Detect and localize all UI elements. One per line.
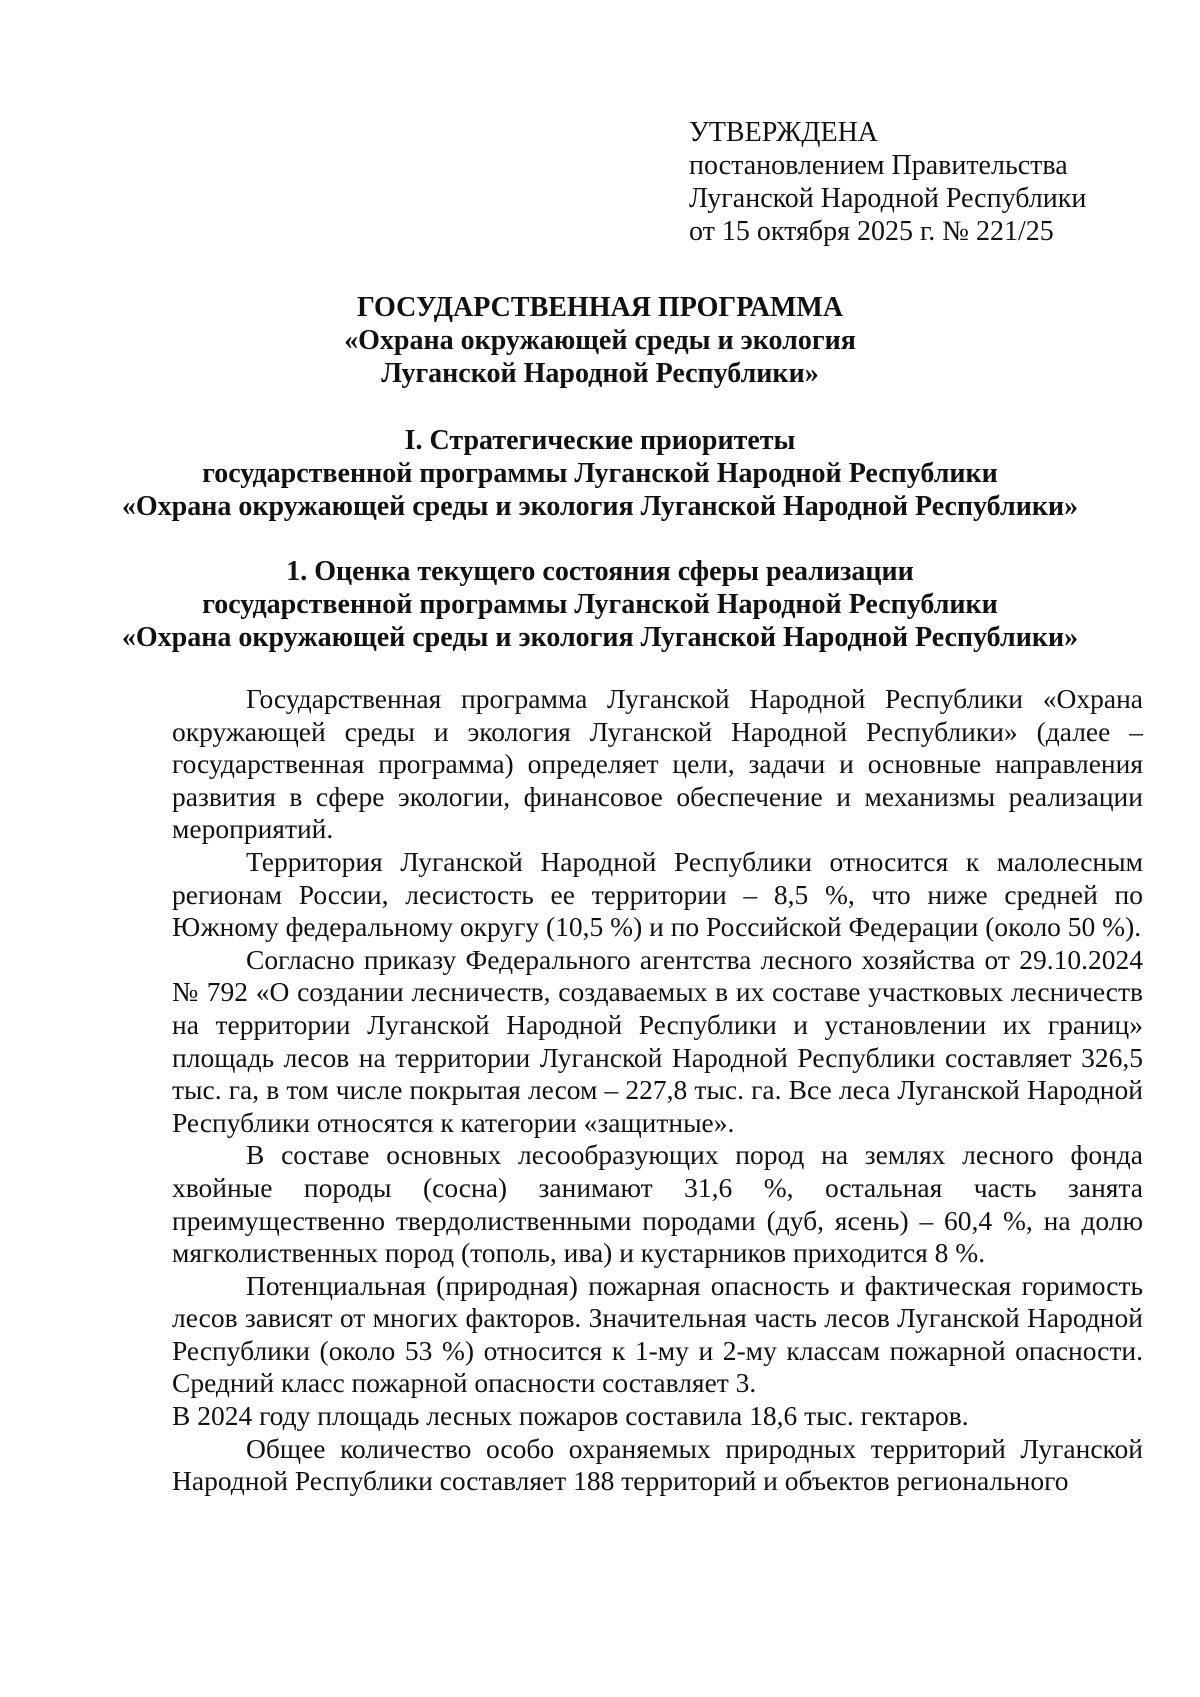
body-text <box>172 683 1143 1498</box>
document-title <box>100 291 1100 390</box>
paragraph: Государственная программа Луганской Народной Республики «Охрана окружающей среды и экология Луганской Народной Республики» (далее – государственная программа) определяет цели, задачи и основные направления развития в сфере экологии, финансовое обеспечение и механизмы реализации мероприятий. <box>172 683 1143 845</box>
paragraph: Общее количество особо охраняемых природных территорий Луганской Народной Республики составляет 188 территорий и объектов регионального <box>172 1432 1143 1497</box>
approval-government: Луганской Народной Республики <box>689 183 1087 214</box>
approval-authority: постановлением Правительства <box>689 150 1068 181</box>
subsection-heading-line: государственной программы Луганской Народной Республики <box>202 589 998 620</box>
section-heading-line: государственной программы Луганской Народной Республики <box>202 458 998 489</box>
title-line: Луганской Народной Республики» <box>381 358 819 389</box>
approval-status: УТВЕРЖДЕНА <box>689 117 879 148</box>
approval-block <box>689 116 1149 248</box>
paragraph: Территория Луганской Народной Республики относится к малолесным регионам России, лесистость ее территории – 8,5 %, что ниже средней по Южному федеральному округу (10,5 %) и по Российской Федерации (около 50 %). <box>172 845 1143 943</box>
approval-date-number: от 15 октября 2025 г. № 221/25 <box>689 216 1054 247</box>
subsection-heading <box>100 555 1100 654</box>
subsection-heading-line: 1. Оценка текущего состояния сферы реализации <box>286 556 914 587</box>
section-heading-line: I. Стратегические приоритеты <box>404 425 796 456</box>
title-line: ГОСУДАРСТВЕННАЯ ПРОГРАММА <box>356 292 844 323</box>
paragraph: Потенциальная (природная) пожарная опасность и фактическая горимость лесов зависят от многих факторов. Значительная часть лесов Луганской Народной Республики (около 53 %) относится к 1-му и 2-му классам пожарной опасности. Средний класс пожарной опасности составляет 3. <box>172 1269 1143 1399</box>
section-heading <box>100 424 1100 523</box>
paragraph: В составе основных лесообразующих пород на землях лесного фонда хвойные породы (сосна) занимают 31,6 %, остальная часть занята преимущественно твердолиственными породами (дуб, ясень) – 60,4 %, на долю мягколиственных пород (тополь, ива) и кустарников приходится 8 %. <box>172 1139 1143 1269</box>
subsection-heading-line: «Охрана окружающей среды и экология Луганской Народной Республики» <box>121 622 1079 653</box>
section-heading-line: «Охрана окружающей среды и экология Луганской Народной Республики» <box>121 491 1079 522</box>
title-line: «Охрана окружающей среды и экология <box>344 325 856 356</box>
paragraph: Согласно приказу Федерального агентства лесного хозяйства от 29.10.2024 № 792 «О создании лесничеств, создаваемых в их составе участковых лесничеств на территории Луганской Народной Республики и установлении их границ» площадь лесов на территории Луганской Народной Республики составляет 326,5 тыс. га, в том числе покрытая лесом – 227,8 тыс. га. Все леса Луганской Народной Республики относятся к категории «защитные». <box>172 943 1143 1138</box>
paragraph: В 2024 году площадь лесных пожаров составила 18,6 тыс. гектаров. <box>172 1400 969 1432</box>
